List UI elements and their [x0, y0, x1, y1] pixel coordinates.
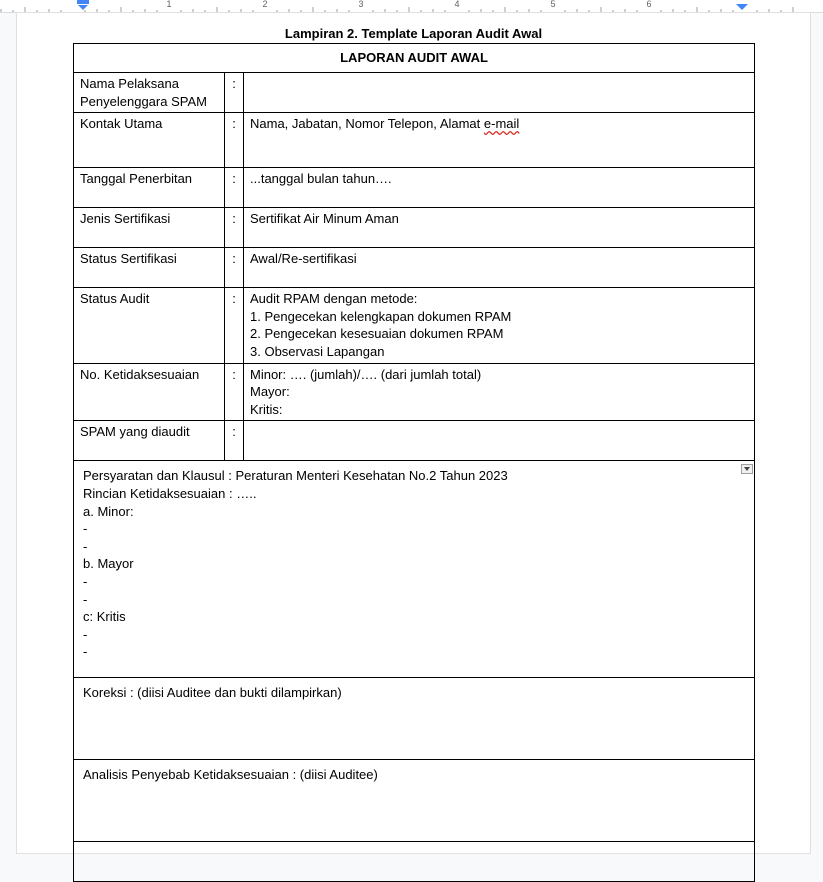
findings-line: -	[83, 591, 88, 607]
field-label: Kontak Utama	[74, 113, 225, 168]
dropdown-arrow-icon[interactable]	[741, 464, 753, 474]
analisis-row	[74, 760, 755, 842]
ruler-number: 6	[646, 0, 652, 9]
field-value[interactable]	[244, 73, 755, 113]
form-row	[74, 73, 755, 113]
field-colon: :	[225, 168, 244, 208]
form-row	[74, 168, 755, 208]
findings-line: -	[83, 644, 88, 660]
field-colon: :	[225, 248, 244, 288]
field-colon: :	[225, 113, 244, 168]
field-colon: :	[225, 208, 244, 248]
field-value-line: 3. Observasi Lapangan	[250, 343, 385, 359]
spellcheck-word[interactable]: e-mail	[483, 116, 520, 132]
ruler-number: 2	[262, 0, 268, 9]
field-value[interactable]	[244, 208, 755, 248]
field-value-line: Nama, Jabatan, Nomor Telepon, Alamat e-mail	[250, 116, 520, 132]
field-value[interactable]	[244, 168, 755, 208]
ruler-number: 4	[454, 0, 460, 9]
form-row	[74, 208, 755, 248]
empty-row	[74, 842, 755, 882]
form-row	[74, 288, 755, 363]
findings-line: Rincian Ketidaksesuaian : …..	[83, 485, 257, 501]
field-value[interactable]	[244, 248, 755, 288]
field-value-line: 1. Pengecekan kelengkapan dokumen RPAM	[250, 308, 512, 324]
form-row	[74, 248, 755, 288]
field-colon: :	[225, 363, 244, 421]
ruler-number: 5	[550, 0, 556, 9]
first-line-indent-marker[interactable]	[77, 0, 89, 4]
field-value-line: Minor: …. (jumlah)/…. (dari jumlah total)	[250, 366, 482, 382]
horizontal-ruler[interactable]	[0, 0, 823, 13]
field-value-line: Sertifikat Air Minum Aman	[250, 211, 399, 227]
ruler-number: 1	[166, 0, 172, 9]
form-row	[74, 363, 755, 421]
field-colon: :	[225, 421, 244, 461]
audit-report-table	[73, 43, 755, 882]
findings-line: Persyaratan dan Klausul : Peraturan Menteri Kesehatan No.2 Tahun 2023	[83, 468, 508, 484]
findings-line: -	[83, 626, 88, 642]
findings-line: b. Mayor	[83, 556, 134, 572]
field-label: Jenis Sertifikasi	[74, 208, 225, 248]
findings-line: -	[83, 573, 88, 589]
field-colon: :	[225, 73, 244, 113]
field-value[interactable]	[244, 421, 755, 461]
field-label: Status Audit	[74, 288, 225, 363]
field-value-line: ...tanggal bulan tahun….	[250, 171, 392, 187]
field-value[interactable]	[244, 288, 755, 363]
empty-cell[interactable]	[74, 842, 755, 882]
field-value-line: Kritis:	[250, 401, 283, 417]
field-label: Nama Pelaksana Penyelenggara SPAM	[74, 73, 225, 113]
form-row	[74, 421, 755, 461]
ruler-number: 3	[358, 0, 364, 9]
findings-cell[interactable]	[74, 461, 755, 678]
field-value-line: Audit RPAM dengan metode:	[250, 291, 418, 307]
field-label: SPAM yang diaudit	[74, 421, 225, 461]
field-value[interactable]	[244, 113, 755, 168]
right-indent-marker[interactable]	[736, 4, 748, 10]
koreksi-cell[interactable]: Koreksi : (diisi Auditee dan bukti dilampirkan)	[74, 678, 755, 760]
field-label: Tanggal Penerbitan	[74, 168, 225, 208]
findings-line: c: Kritis	[83, 609, 126, 625]
document-page[interactable]	[17, 13, 810, 853]
table-header: LAPORAN AUDIT AWAL	[74, 44, 755, 73]
analisis-cell[interactable]: Analisis Penyebab Ketidaksesuaian : (diisi Auditee)	[74, 760, 755, 842]
findings-line: -	[83, 521, 88, 537]
left-indent-marker[interactable]	[78, 5, 88, 10]
field-colon: :	[225, 288, 244, 363]
field-value-line: Mayor:	[250, 384, 290, 400]
document-title: Lampiran 2. Template Laporan Audit Awal	[284, 26, 543, 41]
form-row	[74, 113, 755, 168]
ruler-ticks	[0, 0, 823, 12]
findings-row	[74, 461, 755, 678]
koreksi-row	[74, 678, 755, 760]
field-value-line: Awal/Re-sertifikasi	[250, 251, 357, 267]
field-value-line: 2. Pengecekan kesesuaian dokumen RPAM	[250, 326, 504, 342]
field-label: No. Ketidaksesuaian	[74, 363, 225, 421]
field-value[interactable]	[244, 363, 755, 421]
findings-line: -	[83, 538, 88, 554]
field-label: Status Sertifikasi	[74, 248, 225, 288]
findings-line: a. Minor:	[83, 503, 134, 519]
